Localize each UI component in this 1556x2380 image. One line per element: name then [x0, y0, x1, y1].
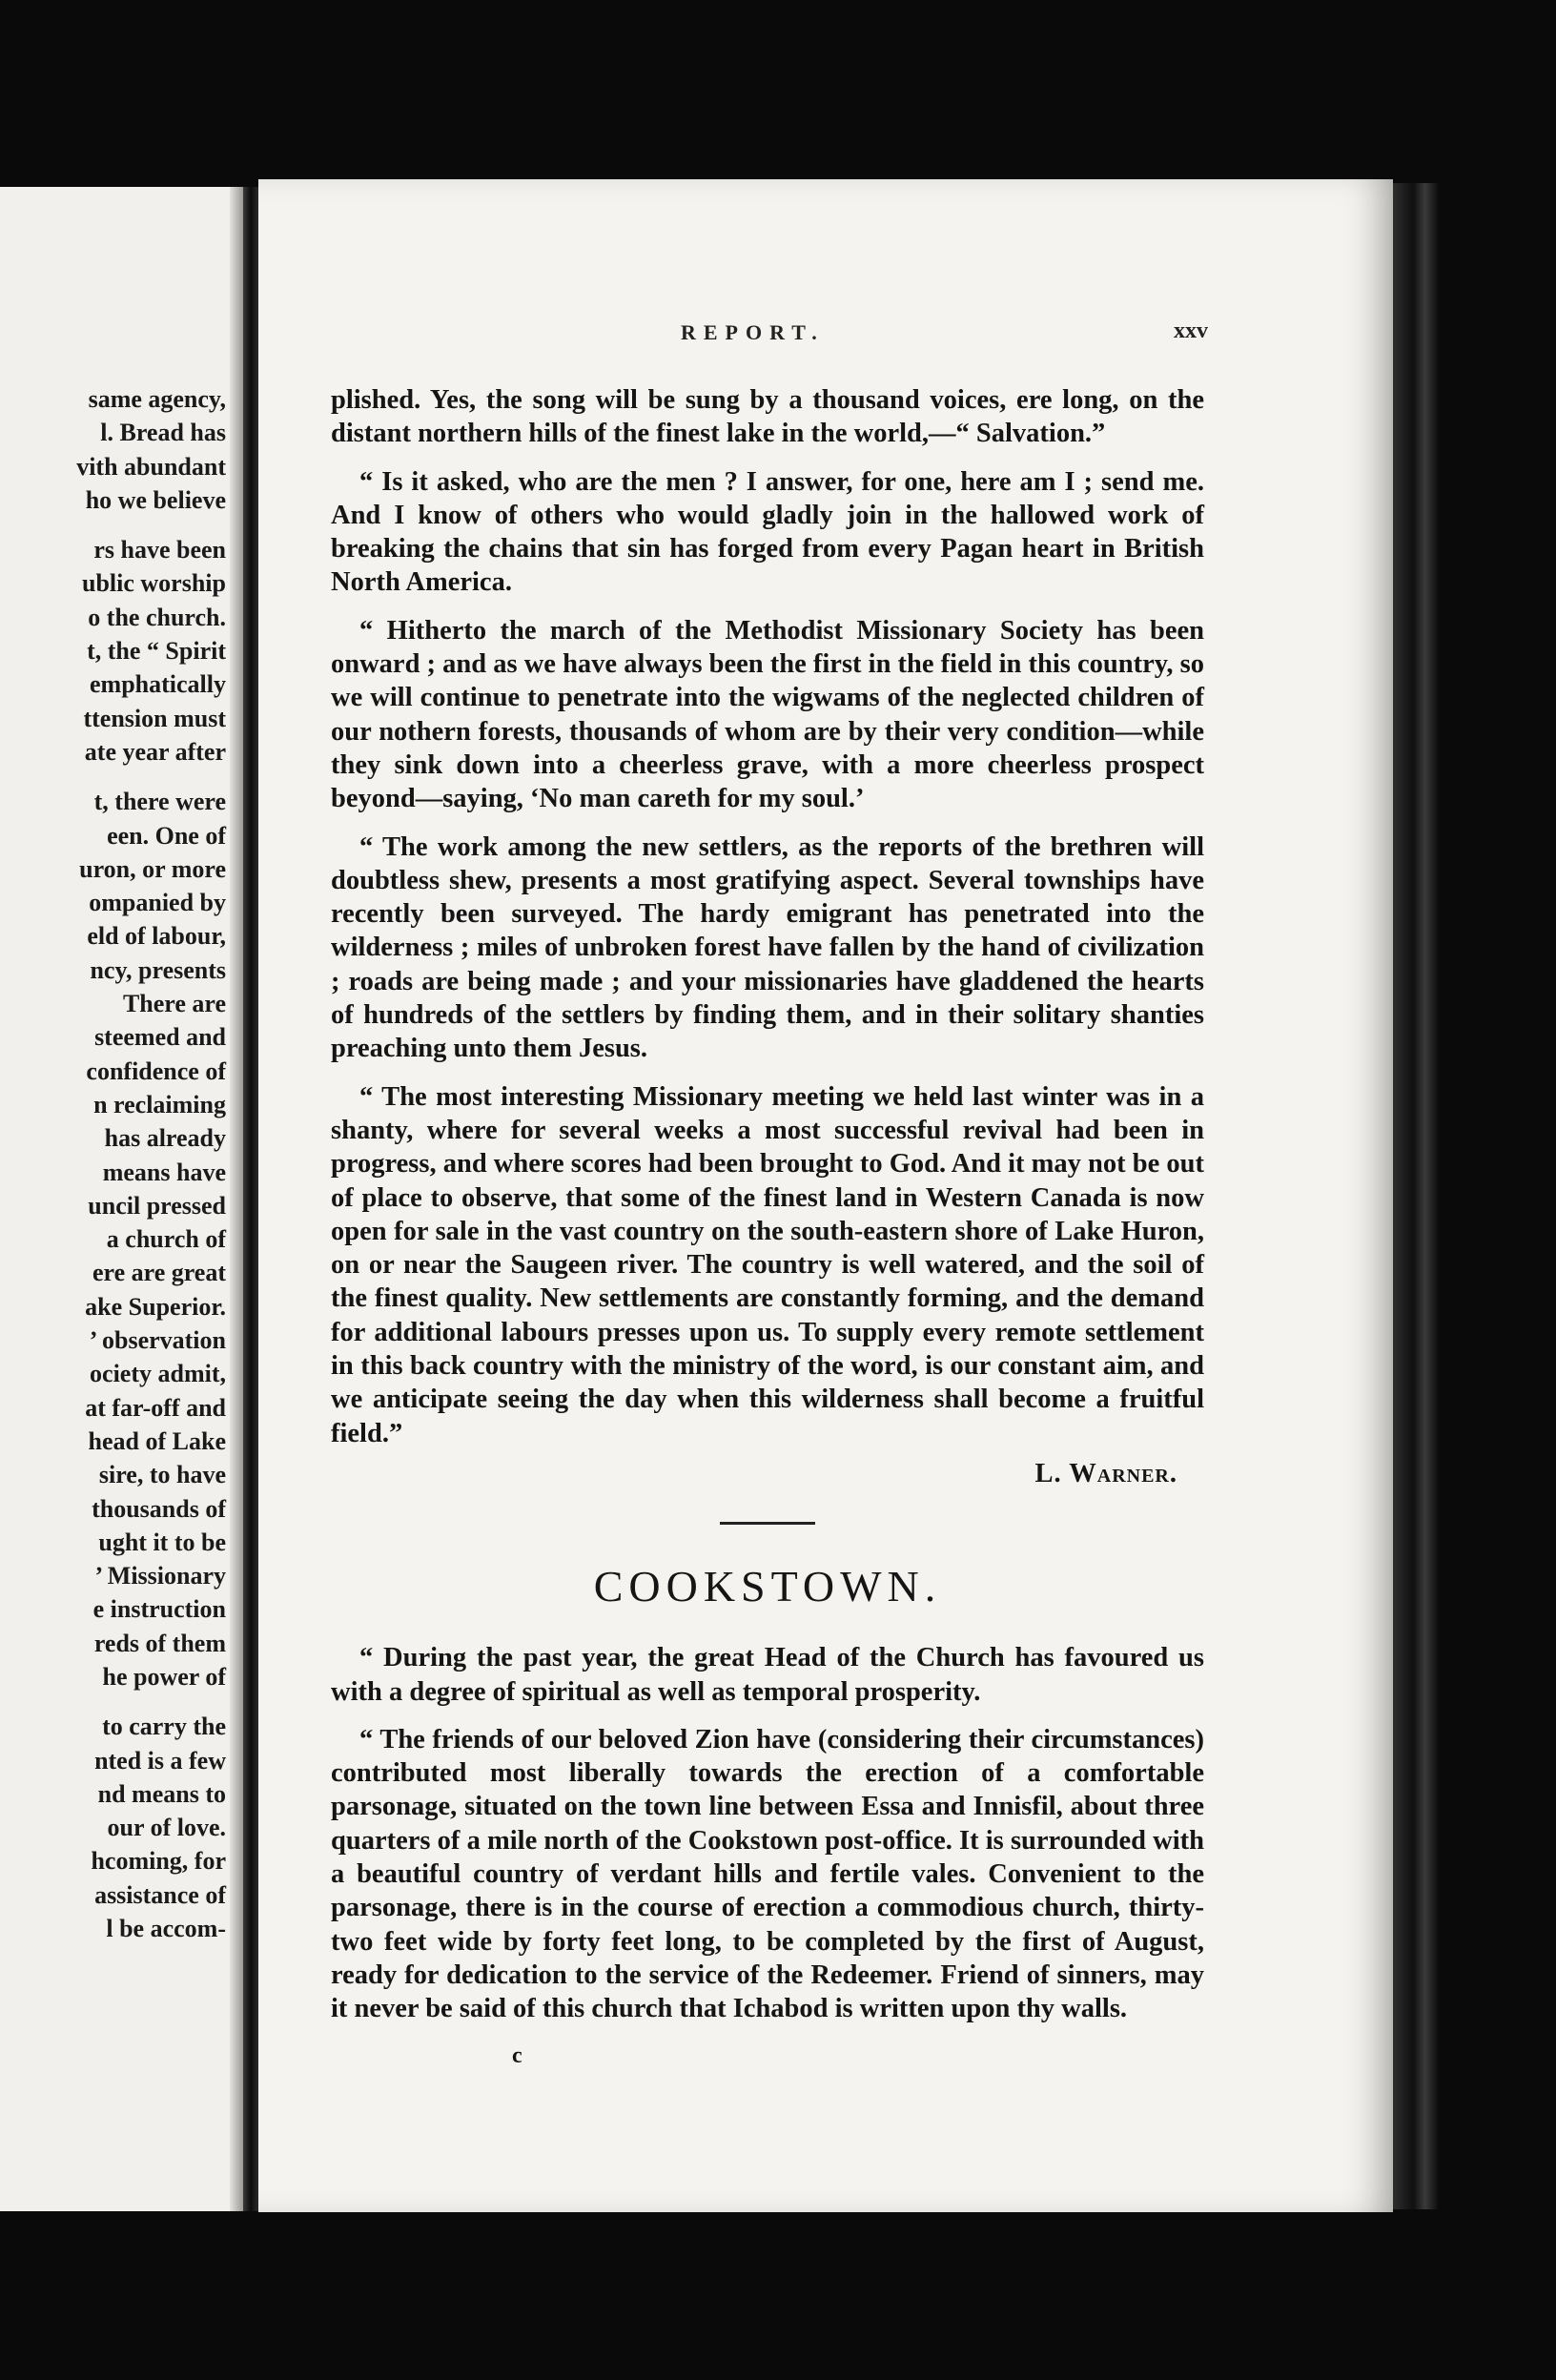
previous-page-line: ’ observation [89, 1326, 226, 1355]
previous-page-line: ho we believe [85, 485, 226, 514]
previous-page-line: ncy, presents [90, 955, 226, 984]
page-body [331, 383, 1204, 2074]
previous-page-line: een. One of [107, 821, 226, 850]
previous-page-line: steemed and [94, 1023, 226, 1052]
previous-page-line: ttension must [83, 704, 226, 732]
section-divider [720, 1522, 815, 1525]
previous-page-line: a church of [106, 1225, 226, 1254]
previous-page-line: There are [122, 990, 226, 1018]
previous-page-line: sire, to have [98, 1461, 226, 1489]
previous-page-line: hcoming, for [91, 1847, 226, 1876]
signature-mark: c [512, 2043, 522, 2069]
previous-page-line: at far-off and [85, 1393, 226, 1422]
previous-page-line: uncil pressed [88, 1191, 226, 1220]
previous-page-line: our of love. [107, 1814, 226, 1842]
previous-page-line [76, 1693, 226, 1710]
page-stack-edge [1393, 183, 1439, 2209]
page-number: xxv [1174, 318, 1208, 343]
paragraph: “ Hitherto the march of the Methodist Missionary Society has been onward ; and as we have always been the first in the field in this country, so we will continue to penetrate into the wigwams of the neglected children of our nothern forests, thousands of whom are by their very condition—while they sink down into a cheerless grave, with a more cheerless prospect beyond—saying, ‘No man careth for my soul.’ [331, 615, 1205, 814]
previous-page-line: same agency, [88, 385, 226, 413]
previous-page [0, 187, 243, 2211]
previous-page-line: has already [104, 1124, 226, 1153]
previous-page-line: o the church. [88, 603, 226, 631]
paragraph: “ The most interesting Missionary meeting we held last winter was in a shanty, where for several weeks a most successful revival had been in progress, and where scores had been brought to God. And it may not be out of place to observe, that some of the finest land in Western Canada is now open for sale in the vast country on the south-eastern shore of Lake Huron, on or near the Saugeen river. The country is well watered, and the soil of the finest quality. New settlements are constantly forming, and the demand for additional labours presses upon us. To supply every remote settlement in this back country with the ministry of the word, is our constant aim, and we anticipate seeing the day when this wilderness shall become a fruitful field.” [331, 1081, 1204, 1448]
paragraph: plished. Yes, the song will be sung by a thousand voices, ere long, on the distant northern hills of the finest lake in the world,—“ Salvation.” [331, 385, 1204, 449]
previous-page-line: thousands of [92, 1494, 226, 1523]
previous-page-line: ompanied by [89, 889, 226, 917]
running-header [331, 315, 1208, 353]
book-gutter [243, 187, 258, 2211]
previous-page-line: head of Lake [88, 1426, 226, 1455]
previous-page-line: ere are great [92, 1259, 226, 1287]
paragraph: “ Is it asked, who are the men ? I answer, for one, here am I ; send me. And I know of others who would gladly join in the hallowed work of breaking the chains that sin has forged from every Pagan heart in British North America. [331, 466, 1204, 598]
previous-page-line [76, 769, 226, 785]
previous-page-line: nd means to [97, 1779, 226, 1808]
previous-page-line: l. Bread has [100, 419, 226, 447]
section-title: COOKSTOWN. [593, 1562, 942, 1611]
previous-page-line: t, there were [93, 788, 226, 816]
paragraph: “ During the past year, the great Head of the Church has favoured us with a degree of spiritual as well as temporal prosperity. [331, 1643, 1204, 1707]
previous-page-line [76, 517, 226, 533]
previous-page-text [76, 382, 226, 1945]
signature: L. Warner. [1034, 1458, 1177, 1488]
previous-page-line: ociety admit, [90, 1360, 226, 1388]
paragraph: “ The friends of our beloved Zion have (considering their circumstances) contributed most liberally towards the erection of a comfortable parsonage, situated on the town line between Essa and Innisfil, about three quarters of a mile north of the Cookstown post-office. It is surrounded with a beautiful country of verdant hills and fertile vales. Convenient to the parsonage, there is in the course of erection a commodious church, thirty-two feet wide by forty feet long, to be completed by the first of August, ready for dedication to the service of the Redeemer. Friend of sinners, may it never be said of this church that Ichabod is written upon thy walls. [331, 1724, 1204, 2024]
previous-page-line: e instruction [92, 1595, 226, 1624]
previous-page-line: ake Superior. [85, 1292, 226, 1321]
previous-page-line: ublic worship [82, 569, 226, 598]
previous-page-line: rs have been [93, 536, 226, 564]
previous-page-line: to carry the [102, 1713, 226, 1741]
previous-page-line: eld of labour, [87, 922, 226, 951]
previous-page-line: t, the “ Spirit [87, 637, 226, 666]
previous-page-line: nted is a few [94, 1746, 226, 1775]
previous-page-line: ’ Missionary [94, 1562, 226, 1590]
page-edge-shadow [230, 187, 243, 2211]
previous-page-line: vith abundant [76, 452, 226, 481]
paragraph: “ The work among the new settlers, as the reports of the brethren will doubtless shew, presents a most gratifying aspect. Several townships have recently been surveyed. The hardy emigrant has penetrated into the wilderness ; miles of unbroken forest have fallen by the hand of civilization ; roads are being made ; and your missionaries have gladdened the hearts of hundreds of the settlers by finding them, and in their solitary shanties preaching unto them Jesus. [331, 831, 1204, 1064]
previous-page-line: ught it to be [98, 1528, 226, 1556]
previous-page-line: n reclaiming [93, 1090, 226, 1118]
previous-page-line: emphatically [90, 670, 226, 699]
previous-page-line: confidence of [86, 1057, 226, 1085]
previous-page-line: l be accom- [106, 1915, 226, 1943]
previous-page-line: means have [102, 1158, 226, 1186]
previous-page-line: he power of [102, 1662, 226, 1691]
previous-page-line: assistance of [94, 1880, 226, 1909]
previous-page-line: ate year after [84, 737, 226, 766]
previous-page-line: uron, or more [79, 854, 226, 883]
previous-page-line: reds of them [93, 1629, 226, 1657]
running-title: REPORT. [681, 320, 825, 344]
